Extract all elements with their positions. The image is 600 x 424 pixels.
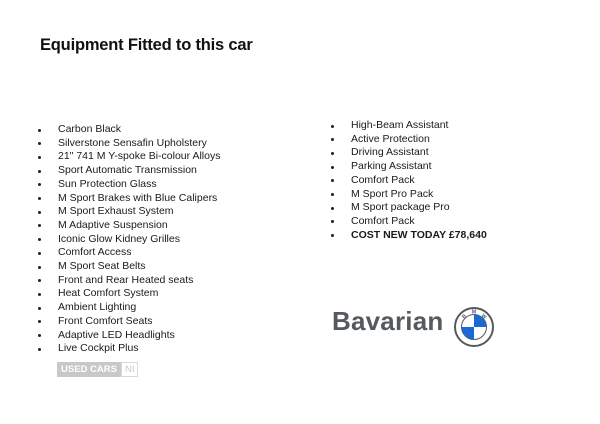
equipment-item: Ambient Lighting (38, 301, 220, 315)
logo-letter-m: M (471, 309, 477, 316)
equipment-item: Sport Automatic Transmission (38, 164, 220, 178)
equipment-item: Comfort Pack (331, 174, 487, 188)
equipment-item: M Sport Pro Pack (331, 188, 487, 202)
equipment-item: Comfort Pack (331, 215, 487, 229)
equipment-item: Front and Rear Heated seats (38, 274, 220, 288)
equipment-item: M Sport package Pro (331, 201, 487, 215)
equipment-item: Front Comfort Seats (38, 315, 220, 329)
equipment-item: Driving Assistant (331, 146, 487, 160)
equipment-item: Active Protection (331, 133, 487, 147)
logo-letter-b: B (461, 313, 468, 321)
equipment-item: Silverstone Sensafin Upholstery (38, 137, 220, 151)
equipment-list-right (331, 119, 487, 242)
equipment-item: M Adaptive Suspension (38, 219, 220, 233)
equipment-item: Comfort Access (38, 246, 220, 260)
equipment-item: Iconic Glow Kidney Grilles (38, 233, 220, 247)
equipment-item: Parking Assistant (331, 160, 487, 174)
equipment-item: Live Cockpit Plus (38, 342, 220, 356)
equipment-item: M Sport Brakes with Blue Calipers (38, 192, 220, 206)
equipment-item: M Sport Exhaust System (38, 205, 220, 219)
equipment-item: High-Beam Assistant (331, 119, 487, 133)
used-cars-label: USED CARS (57, 362, 121, 377)
equipment-list-left (38, 123, 220, 356)
used-cars-badge (57, 362, 138, 377)
page-title: Equipment Fitted to this car (40, 36, 253, 54)
equipment-item: M Sport Seat Belts (38, 260, 220, 274)
region-label: NI (121, 362, 139, 377)
equipment-item: Carbon Black (38, 123, 220, 137)
cost-new-today: COST NEW TODAY £78,640 (331, 229, 487, 243)
logo-letter-w: W (479, 312, 488, 321)
dealer-name: Bavarian (332, 306, 444, 336)
equipment-item: Sun Protection Glass (38, 178, 220, 192)
equipment-item: Adaptive LED Headlights (38, 329, 220, 343)
equipment-item: Heat Comfort System (38, 287, 220, 301)
equipment-item: 21" 741 M Y-spoke Bi-colour Alloys (38, 150, 220, 164)
bmw-roundel-icon (454, 307, 494, 347)
